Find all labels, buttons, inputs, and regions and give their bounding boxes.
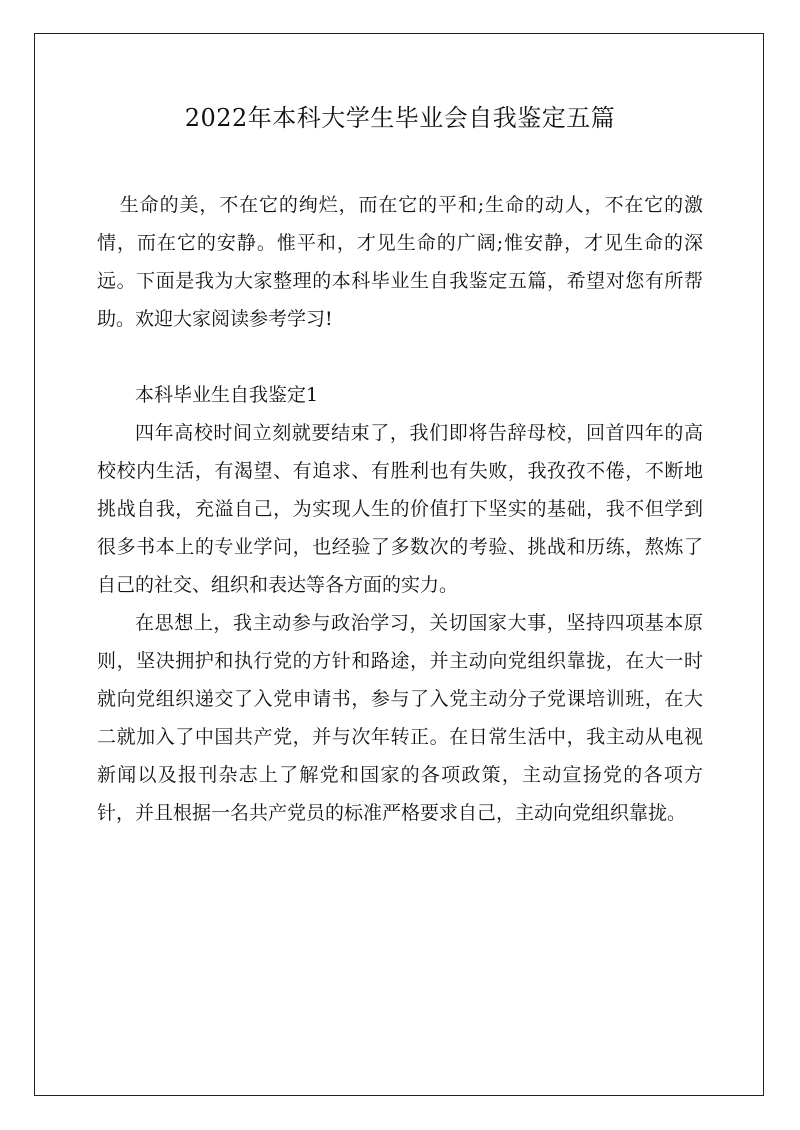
document-body [97,186,703,832]
intro-paragraph: 生命的美，不在它的绚烂，而在它的平和;生命的动人，不在它的激情，而在它的安静。惟平和，才见生命的广阔;惟安静，才见生命的深远。下面是我为大家整理的本科毕业生自我鉴定五篇，希望对您有所帮助。欢迎大家阅读参考学习! [97,194,703,330]
section-heading: 本科毕业生自我鉴定1 [135,384,319,406]
document-title: 2022年本科大学生毕业会自我鉴定五篇 [184,104,616,132]
body-paragraph-2: 在思想上，我主动参与政治学习，关切国家大事，坚持四项基本原则，坚决拥护和执行党的方针和路途，并主动向党组织靠拢，在大一时就向党组织递交了入党申请书，参与了入党主动分子党课培训班，在大二就加入了中国共产党，并与次年转正。在日常生活中，我主动从电视新闻以及报刊杂志上了解党和国家的各项政策，主动宣扬党的各项方针，并且根据一名共产党员的标准严格要求自己，主动向党组织靠拢。 [97,612,703,824]
body-paragraph-1: 四年高校时间立刻就要结束了，我们即将告辞母校，回首四年的高校校内生活，有渴望、有追求、有胜利也有失败，我孜孜不倦，不断地挑战自我，充溢自己，为实现人生的价值打下坚实的基础，我不但学到很多书本上的专业学问，也经验了多数次的考验、挑战和历练，熬炼了自己的社交、组织和表达等各方面的实力。 [97,422,703,596]
paragraph-spacer [97,338,703,376]
